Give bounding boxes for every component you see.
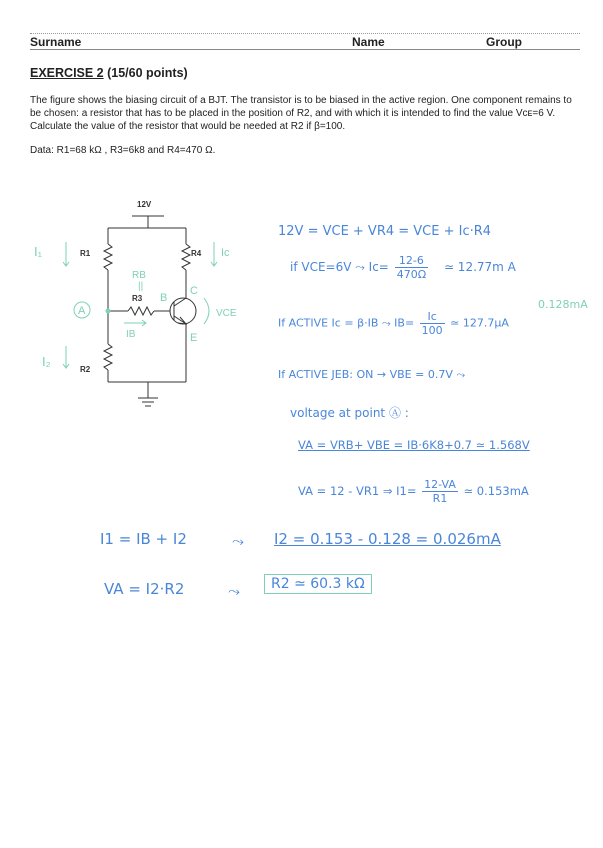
exercise-statement-block — [30, 94, 582, 157]
note-i2: I₂ — [42, 354, 51, 369]
note-rb-eq: || — [138, 281, 144, 292]
r2-label: R2 — [80, 365, 91, 374]
work-line-3-note: 0.128mA — [538, 298, 588, 311]
work-line-7-lhs: VA = 12 - VR1 ⇒ I1= — [298, 484, 417, 498]
note-ic: Ic — [221, 247, 230, 259]
note-i1: I₁ — [34, 244, 42, 259]
note-vce: VCE — [216, 308, 237, 319]
surname-label: Surname — [30, 35, 82, 49]
answer-box — [264, 576, 372, 592]
r4-label: R4 — [191, 249, 202, 258]
work-line-9-arrow: ⤳ — [228, 582, 241, 600]
work-line-7-rhs: ≃ 0.153mA — [463, 484, 529, 498]
work-line-8-rhs — [274, 530, 501, 548]
fraction-ib-den: 100 — [421, 324, 443, 337]
r3-label: R3 — [132, 294, 143, 303]
fraction-i1 — [422, 478, 458, 505]
work-line-3-rhs: ≃ 127.7μA — [450, 316, 509, 330]
page-header — [30, 27, 580, 49]
work-line-1-text: 12V = VCE + VR4 = VCE + Ic·R4 — [278, 224, 492, 239]
note-c: C — [190, 285, 198, 297]
work-line-6-text: VA = VRB+ VBE = IB·6K8+0.7 ≃ 1.568V — [298, 438, 530, 452]
fraction-i1-num: 12-VA — [424, 478, 456, 491]
vce-brace — [204, 298, 209, 324]
fraction-ic-num: 12-6 — [395, 254, 428, 268]
work-line-1 — [278, 224, 491, 239]
exercise-title-main: EXERCISE 2 — [30, 66, 104, 80]
work-line-3 — [278, 310, 509, 337]
answer-r2: R2 ≃ 60.3 kΩ — [264, 574, 372, 594]
fraction-ic-den: 470Ω — [396, 268, 427, 281]
bjt-circuit-diagram — [28, 190, 253, 420]
work-line-8-arrow: ⤳ — [232, 532, 245, 550]
note-e: E — [190, 332, 198, 344]
exercise-title — [30, 66, 188, 80]
work-line-5: voltage at point Ⓐ : — [290, 406, 409, 420]
work-line-9-lhs: VA = I2·R2 — [104, 580, 185, 598]
work-line-2-lhs: if VCE=6V ⤳ Ic= — [290, 260, 389, 274]
work-line-2-rhs: ≃ 12.77m A — [443, 260, 516, 274]
note-b: B — [160, 292, 168, 304]
r1-label: R1 — [80, 249, 91, 258]
group-label: Group — [486, 35, 522, 49]
fraction-ib-num: Ic — [420, 310, 445, 324]
fraction-ic — [395, 254, 428, 281]
header-rule — [30, 49, 580, 50]
note-a: A — [78, 305, 86, 317]
work-line-2 — [290, 254, 516, 281]
name-label: Name — [352, 35, 385, 49]
work-line-7 — [298, 478, 529, 505]
exercise-statement: The figure shows the biasing circuit of a BJT. The transistor is to be biased in the active region. One component remains to be chosen: a resistor that has to be placed in the position of R2, and with which it is intended to find the value Vᴄᴇ=6 V. Calculate the value of the resistor that would be needed at R2 if β=100. — [30, 95, 572, 132]
work-line-6 — [298, 438, 530, 452]
fraction-ib — [420, 310, 445, 337]
note-ib: IB — [126, 329, 136, 340]
header-dotted-rule — [30, 33, 580, 34]
exercise-points: (15/60 points) — [103, 66, 188, 80]
fraction-i1-den: R1 — [432, 492, 448, 505]
work-line-3-lhs: If ACTIVE Ic = β·IB ⤳ IB= — [278, 316, 415, 330]
work-line-4: If ACTIVE JEB: ON → VBE = 0.7V ⤳ — [278, 368, 466, 381]
exercise-data: Data: R1=68 kΩ , R3=6k8 and R4=470 Ω. — [30, 145, 216, 156]
supply-label: 12V — [137, 200, 152, 209]
work-line-8-lhs: I1 = IB + I2 — [100, 530, 187, 548]
note-rb: RB — [132, 270, 146, 281]
work-line-8-rhs-text: I2 = 0.153 - 0.128 = 0.026mA — [274, 530, 501, 548]
